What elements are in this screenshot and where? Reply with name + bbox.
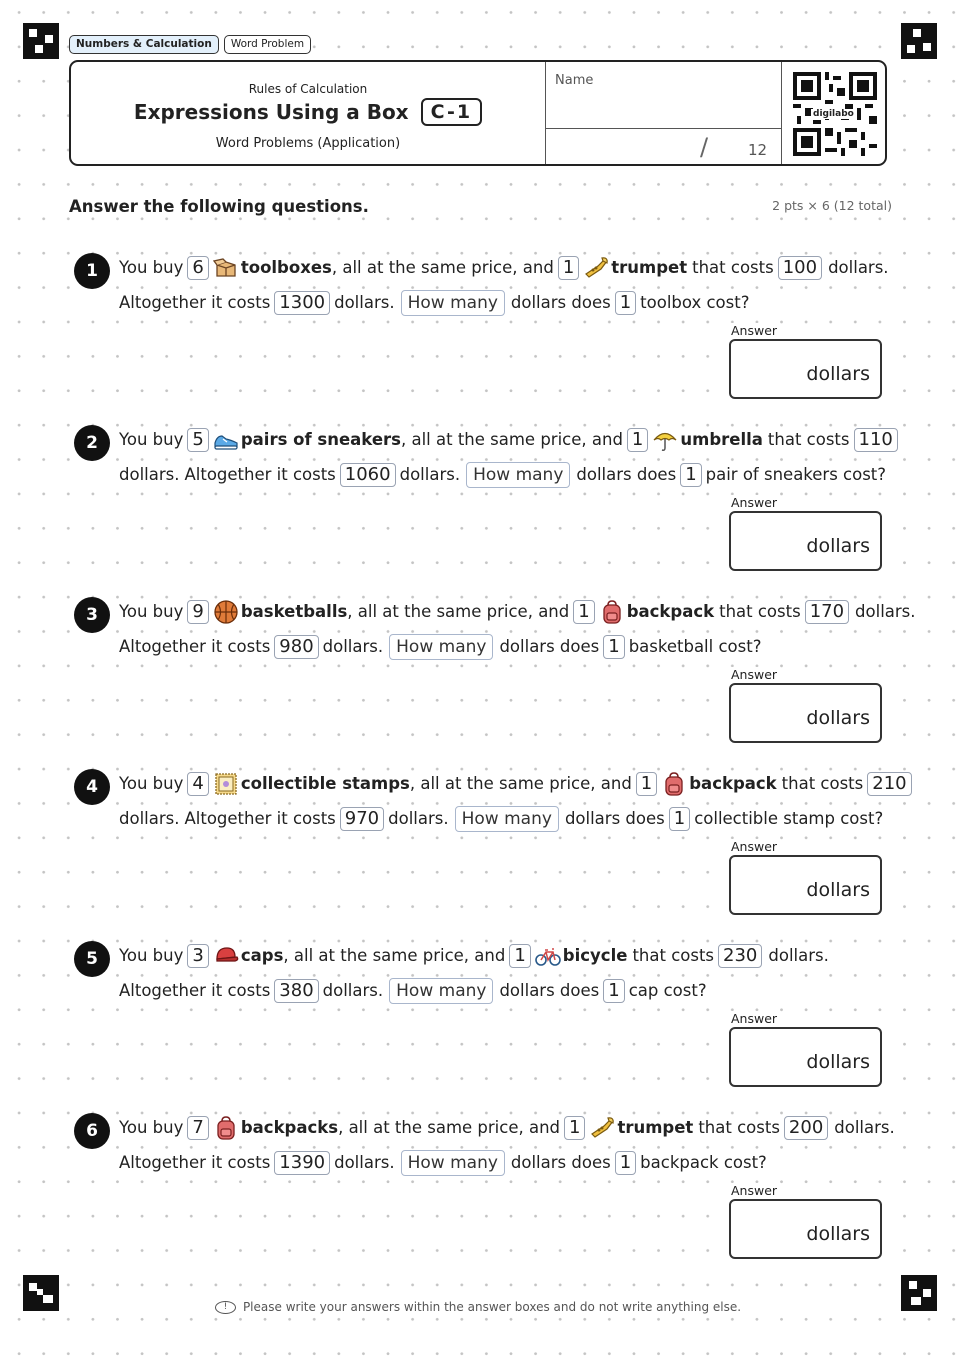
problem-text: that costs — [781, 774, 864, 793]
answer-label: Answer — [731, 1011, 778, 1026]
total-box: 380 — [274, 979, 318, 1003]
other-item-name: trumpet — [611, 258, 688, 277]
trumpet-icon — [583, 255, 609, 281]
corner-marker-top-left — [23, 23, 59, 59]
problem-text: dollars. — [334, 293, 395, 312]
answer-unit: dollars — [806, 363, 870, 385]
how-many-box: How many — [401, 290, 505, 316]
quantity-box: 1 — [603, 979, 624, 1003]
problem-line-1 — [119, 427, 902, 453]
problem-text: Altogether it costs — [184, 809, 336, 828]
problem-text: dollars. — [399, 465, 461, 484]
item-name: backpacks — [240, 1118, 339, 1137]
answer-unit: dollars — [806, 1223, 870, 1245]
umbrella-icon — [652, 427, 678, 453]
problem-text: dollars does — [576, 465, 677, 484]
qr-label: digilabo — [813, 109, 854, 119]
quantity-box: 1 — [573, 600, 594, 624]
other-item-name: umbrella — [680, 430, 763, 449]
other-item-name: backpack — [626, 602, 715, 621]
problem-text: basketball cost? — [628, 637, 762, 656]
answer-label: Answer — [731, 839, 778, 854]
quantity-box: 1 — [636, 772, 657, 796]
problem-text: dollars does — [564, 809, 665, 828]
question-number: 6 — [74, 1113, 110, 1149]
score-total: 12 — [748, 141, 768, 159]
problem-text: dollars. — [322, 637, 384, 656]
quantity-box: 1 — [615, 1151, 636, 1175]
problem-text: dollars. — [768, 946, 829, 965]
qr-section — [781, 62, 885, 164]
problem-text: that costs — [698, 1118, 780, 1137]
problem-text: Altogether it costs — [119, 293, 271, 312]
problem-text: , all at the same price, and — [283, 946, 506, 965]
tag-list — [69, 35, 311, 54]
cost-box: 100 — [778, 256, 822, 280]
answer-label: Answer — [731, 323, 778, 338]
problem-line-2 — [119, 806, 883, 832]
trumpet-icon — [589, 1115, 615, 1141]
problem-text: dollars does — [499, 637, 600, 656]
problem-text: , all at the same price, and — [409, 774, 632, 793]
quantity-box: 1 — [509, 944, 530, 968]
problem-line-1 — [119, 943, 829, 969]
total-box: 1390 — [274, 1151, 330, 1175]
other-item-name: bicycle — [562, 946, 628, 965]
problem-text: You buy — [119, 602, 184, 621]
problem-text: , all at the same price, and — [347, 602, 570, 621]
item-name: pairs of sneakers — [240, 430, 401, 449]
points-info: 2 pts × 6 (12 total) — [772, 198, 892, 213]
bicycle-icon — [535, 943, 561, 969]
problem-text: that costs — [692, 258, 774, 277]
worksheet-code: C-1 — [421, 98, 483, 126]
problem-text: You buy — [119, 1118, 184, 1137]
quantity-box: 9 — [187, 600, 208, 624]
answer-box[interactable] — [729, 1199, 882, 1259]
cost-box: 230 — [718, 944, 762, 968]
how-many-box: How many — [389, 634, 493, 660]
answer-box[interactable] — [729, 1027, 882, 1087]
backpack-icon — [599, 599, 625, 625]
problem-line-2 — [119, 978, 707, 1004]
instruction-text: Answer the following questions. — [69, 197, 373, 216]
problem-5 — [0, 941, 960, 1113]
total-box: 1060 — [340, 463, 396, 487]
item-name: collectible stamps — [240, 774, 410, 793]
name-section[interactable] — [545, 62, 782, 164]
quantity-box: 7 — [187, 1116, 208, 1140]
how-many-box: How many — [401, 1150, 505, 1176]
problem-line-2 — [119, 290, 749, 316]
worksheet-header — [69, 60, 887, 166]
problem-line-1 — [119, 771, 916, 797]
problem-text: dollars does — [499, 981, 600, 1000]
answer-unit: dollars — [806, 879, 870, 901]
total-box: 980 — [274, 635, 318, 659]
problem-4 — [0, 769, 960, 941]
problem-3 — [0, 597, 960, 769]
cost-box: 200 — [784, 1116, 828, 1140]
answer-label: Answer — [731, 1183, 778, 1198]
problem-text: dollars. — [334, 1153, 395, 1172]
page-title: Expressions Using a Box — [133, 100, 409, 124]
problem-text: that costs — [767, 430, 850, 449]
quantity-box: 5 — [187, 428, 208, 452]
footer-note — [0, 1300, 960, 1314]
quantity-box: 1 — [615, 291, 636, 315]
question-number: 3 — [74, 597, 110, 633]
how-many-box: How many — [455, 806, 559, 832]
question-number: 5 — [74, 941, 110, 977]
how-many-box: How many — [466, 462, 570, 488]
problem-text: dollars. — [322, 981, 384, 1000]
answer-label: Answer — [731, 495, 778, 510]
cost-box: 110 — [854, 428, 898, 452]
footer-text: Please write your answers within the answer boxes and do not write anything else. — [239, 1300, 745, 1314]
other-item-name: backpack — [689, 774, 777, 793]
problem-text: dollars. — [855, 602, 916, 621]
question-number: 1 — [74, 253, 110, 289]
other-item-name: trumpet — [617, 1118, 694, 1137]
problem-text: dollars. — [119, 465, 180, 484]
answer-unit: dollars — [806, 707, 870, 729]
tag-numbers-calculation: Numbers & Calculation — [69, 35, 219, 54]
tag-word-problem: Word Problem — [224, 35, 311, 54]
problem-text: backpack cost? — [640, 1153, 767, 1172]
question-number: 2 — [74, 425, 110, 461]
problem-line-1 — [119, 255, 889, 281]
quantity-box: 1 — [680, 463, 701, 487]
problem-text: that costs — [719, 602, 801, 621]
problem-text: dollars does — [510, 293, 611, 312]
problem-text: dollars. — [834, 1118, 895, 1137]
problem-text: dollars. — [388, 809, 449, 828]
stamp-icon — [213, 771, 239, 797]
problem-text: Altogether it costs — [184, 465, 336, 484]
problem-text: collectible stamp cost? — [694, 809, 884, 828]
problem-text: You buy — [119, 430, 184, 449]
problem-text: Altogether it costs — [119, 637, 271, 656]
problem-line-2 — [119, 1150, 767, 1176]
problem-text: You buy — [119, 946, 184, 965]
quantity-box: 1 — [627, 428, 648, 452]
total-box: 970 — [340, 807, 384, 831]
cost-box: 170 — [805, 600, 849, 624]
answer-box[interactable] — [729, 511, 882, 571]
cost-box: 210 — [867, 772, 911, 796]
title-section — [71, 62, 545, 164]
problem-text: dollars. — [119, 809, 180, 828]
problem-text: cap cost? — [628, 981, 707, 1000]
info-icon: ! — [215, 1301, 236, 1314]
item-name: caps — [240, 946, 284, 965]
item-name: toolboxes — [240, 258, 332, 277]
corner-marker-top-right — [901, 23, 937, 59]
answer-box[interactable] — [729, 683, 882, 743]
answer-unit: dollars — [806, 535, 870, 557]
answer-label: Answer — [731, 667, 778, 682]
quantity-box: 1 — [564, 1116, 585, 1140]
header-subtitle: Word Problems (Application) — [215, 136, 401, 151]
quantity-box: 1 — [669, 807, 690, 831]
problem-text: dollars. — [828, 258, 889, 277]
problem-text: , all at the same price, and — [338, 1118, 561, 1137]
problem-text: You buy — [119, 258, 184, 277]
quantity-box: 3 — [187, 944, 208, 968]
problem-line-1 — [119, 599, 916, 625]
header-kicker: Rules of Calculation — [248, 82, 368, 96]
question-number: 4 — [74, 769, 110, 805]
name-label: Name — [555, 73, 594, 88]
item-name: basketballs — [240, 602, 348, 621]
backpack-icon — [661, 771, 687, 797]
problem-line-2 — [119, 634, 761, 660]
backpack-icon — [213, 1115, 239, 1141]
problem-text: You buy — [119, 774, 184, 793]
toolbox-icon — [213, 255, 239, 281]
sneakers-icon — [213, 427, 239, 453]
basketball-icon — [213, 599, 239, 625]
quantity-box: 1 — [603, 635, 624, 659]
quantity-box: 1 — [558, 256, 579, 280]
problem-text: Altogether it costs — [119, 981, 271, 1000]
problem-2 — [0, 425, 960, 597]
how-many-box: How many — [389, 978, 493, 1004]
score-slash: / — [700, 133, 709, 161]
name-divider — [546, 128, 782, 129]
problem-text: that costs — [632, 946, 715, 965]
total-box: 1300 — [274, 291, 330, 315]
problem-1 — [0, 253, 960, 425]
problem-text: toolbox cost? — [640, 293, 750, 312]
problem-text: Altogether it costs — [119, 1153, 271, 1172]
quantity-box: 6 — [187, 256, 208, 280]
problem-6 — [0, 1113, 960, 1285]
cap-icon — [213, 943, 239, 969]
problem-line-1 — [119, 1115, 895, 1141]
problem-text: , all at the same price, and — [400, 430, 623, 449]
answer-unit: dollars — [806, 1051, 870, 1073]
problem-text: , all at the same price, and — [331, 258, 554, 277]
answer-box[interactable] — [729, 339, 882, 399]
quantity-box: 4 — [187, 772, 208, 796]
answer-box[interactable] — [729, 855, 882, 915]
problem-text: dollars does — [510, 1153, 611, 1172]
problem-text: pair of sneakers cost? — [705, 465, 887, 484]
problem-line-2 — [119, 462, 886, 488]
